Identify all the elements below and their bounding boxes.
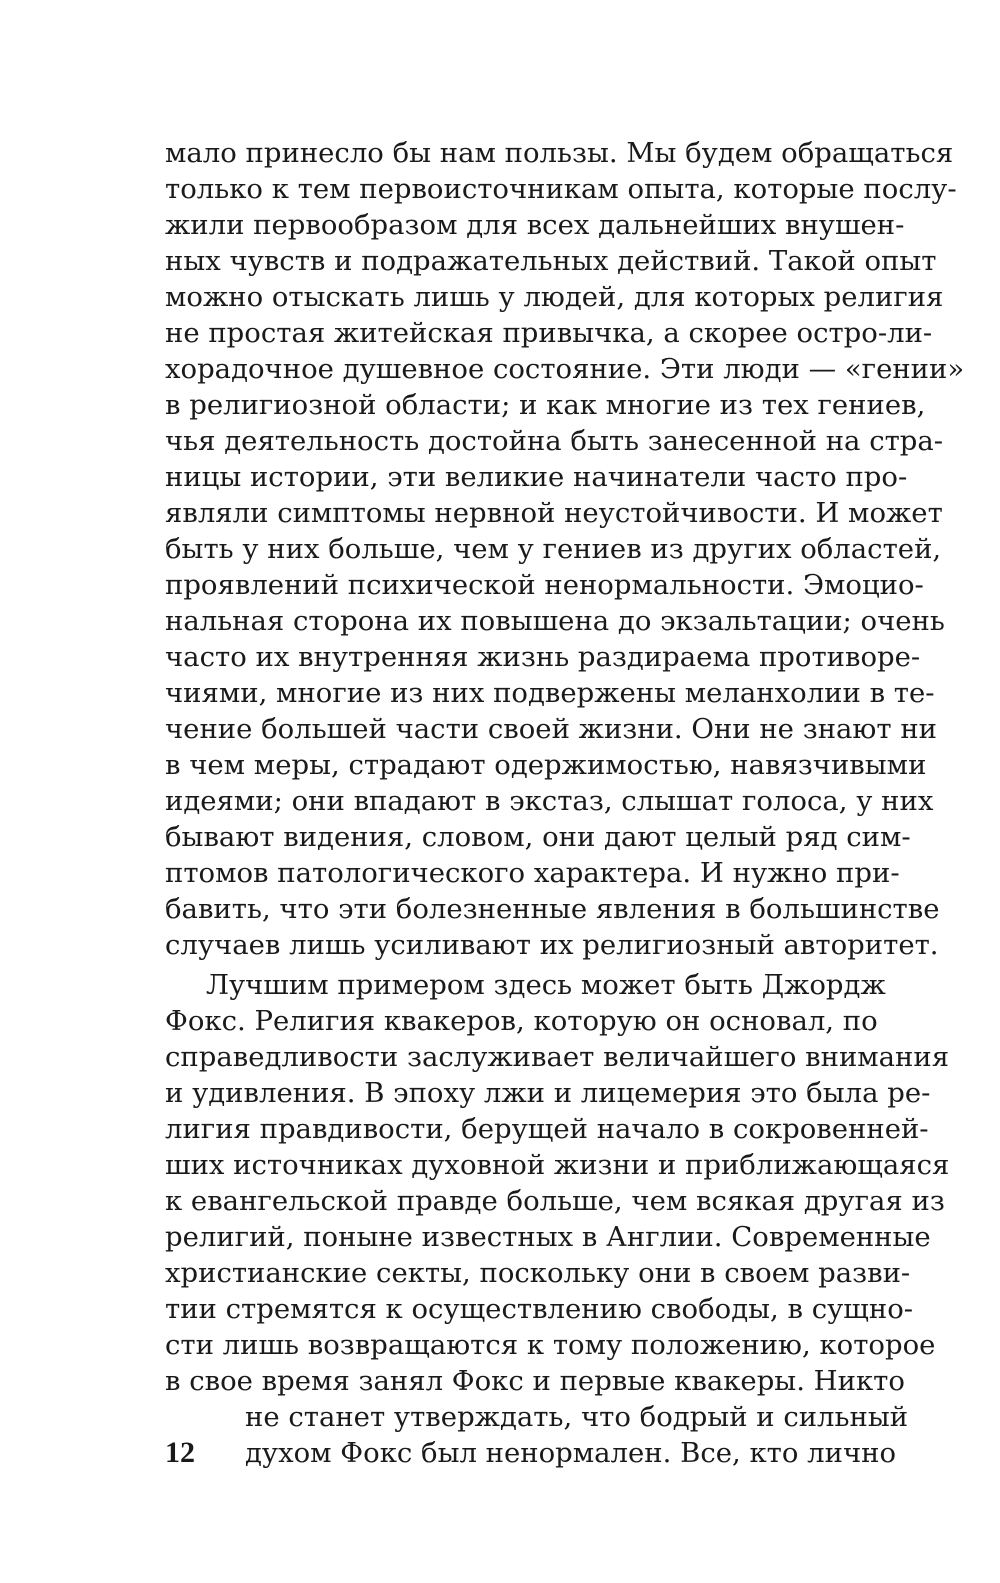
text-line: случаев лишь усиливают их религиозный авторитет. [165, 929, 939, 961]
text-line: ших источниках духовной жизни и приближающаяся [165, 1149, 950, 1181]
text-line: в чем меры, страдают одержимостью, навязчивыми [165, 749, 927, 781]
text-line: и удивления. В эпоху лжи и лицемерия это была ре- [165, 1077, 931, 1109]
text-line: бавить, что эти болезненные явления в большинстве [165, 893, 940, 925]
text-line: духом Фокс был ненормален. Все, кто лично [245, 1437, 897, 1469]
text-line: ных чувств и подражательных действий. Такой опыт [165, 245, 937, 277]
text-line: не простая житейская привычка, а скорее остро-ли- [165, 317, 933, 349]
text-line: быть у них больше, чем у гениев из других областей, [165, 533, 942, 565]
text-line: чение большей части своей жизни. Они не знают ни [165, 713, 937, 745]
text-line: к евангельской правде больше, чем всякая другая из [165, 1185, 945, 1217]
page-number: 12 [165, 1436, 195, 1469]
text-line: проявлений психической ненормальности. Эмоцио- [165, 569, 924, 601]
text-line: жили первообразом для всех дальнейших внушен- [165, 209, 905, 241]
text-line: можно отыскать лишь у людей, для которых религия [165, 281, 944, 313]
text-line: не станет утверждать, что бодрый и сильный [245, 1401, 909, 1433]
text-line: мало принесло бы нам пользы. Мы будем обращаться [165, 137, 954, 169]
text-line: в религиозной области; и как многие из тех гениев, [165, 389, 926, 421]
text-line: Фокс. Религия квакеров, которую он основал, по [165, 1005, 878, 1037]
text-line: чиями, многие из них подвержены меланхолии в те- [165, 677, 935, 709]
text-line: нальная сторона их повышена до экзальтации; очень [165, 605, 945, 637]
text-line: Лучшим примером здесь может быть Джордж [206, 969, 886, 1001]
text-line: лигия правдивости, берущей начало в сокровенней- [165, 1113, 929, 1145]
text-line: часто их внутренняя жизнь раздираема противоре- [165, 641, 921, 673]
text-line: хорадочное душевное состояние. Эти люди — «гении» [165, 353, 965, 385]
text-line: в свое время занял Фокс и первые квакеры. Никто [165, 1365, 905, 1397]
text-line: птомов патологического характера. И нужно при- [165, 857, 900, 889]
text-line: являли симптомы нервной неустойчивости. И может [165, 497, 943, 529]
text-line: религий, поныне известных в Англии. Современные [165, 1221, 931, 1253]
text-line: только к тем первоисточникам опыта, которые послу- [165, 173, 957, 205]
text-line: христианские секты, поскольку они в своем разви- [165, 1257, 911, 1289]
text-line: сти лишь возвращаются к тому положению, которое [165, 1329, 936, 1361]
text-line: ницы истории, эти великие начинатели часто про- [165, 461, 908, 493]
text-line: бывают видения, словом, они дают целый ряд сим- [165, 821, 911, 853]
text-line: справедливости заслуживает величайшего внимания [165, 1041, 950, 1073]
text-line: тии стремятся к осуществлению свободы, в сущно- [165, 1293, 914, 1325]
text-line: чья деятельность достойна быть занесенной на стра- [165, 425, 944, 457]
text-line: идеями; они впадают в экстаз, слышат голоса, у них [165, 785, 934, 817]
